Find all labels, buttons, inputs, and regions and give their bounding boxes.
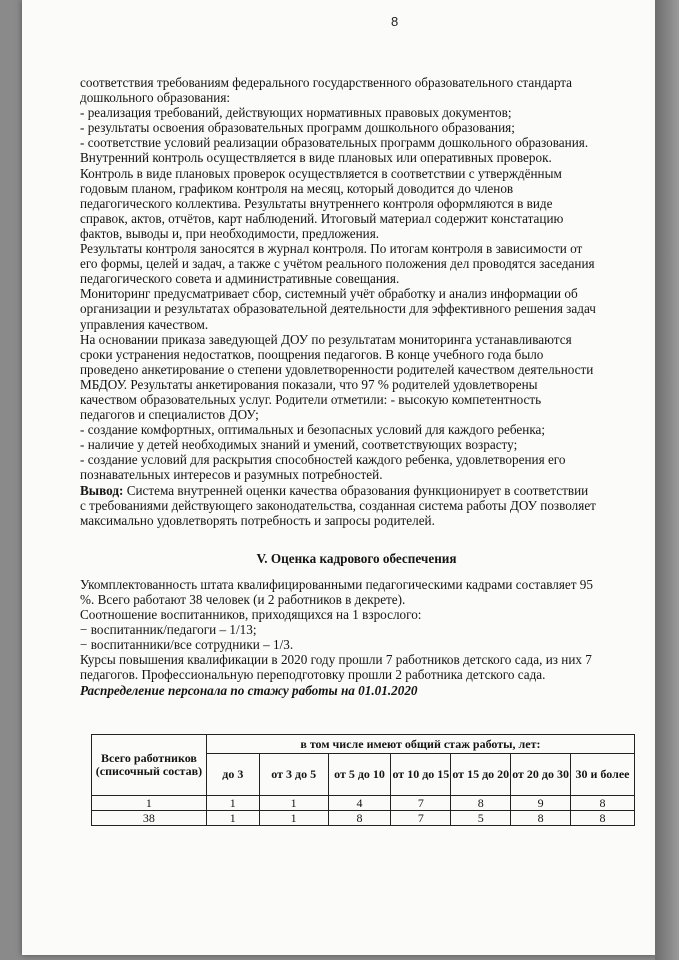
text-line: качеством образовательных услуг. Родители отметили: - высокую компетентность [80,391,542,407]
staff-line: Курсы повышения квалификации в 2020 году прошли 7 работников детского сада, из них 7 [80,652,592,668]
text-line: справок, актов, отчётов, карт наблюдений. Итоговый материал содержит констатацию [80,210,564,226]
text-line: - создание комфортных, оптимальных и безопасных условий для каждого ребенка; [80,422,546,438]
table-cell: 1 [206,796,259,811]
text-line: педагогов и специалистов ДОУ; [80,407,259,423]
scan-edge [655,0,679,960]
conclusion-label: Вывод: [80,482,124,498]
text-line: Контроль в виде плановых проверок осуществляется в соответствии с утверждённым [80,165,562,181]
text-line: Внутренний контроль осуществляется в виде плановых или оперативных проверок. [80,150,552,166]
staff-line: − воспитанники/все сотрудники – 1/3. [80,637,294,653]
text-line: соответствия требованиям федерального государственного образовательного стандарта [80,75,573,90]
body-text [80,75,633,698]
conclusion-line: с требованиями действующего законодательства, созданная система работы ДОУ позволяет [80,497,596,513]
table-cell: 8 [511,811,571,826]
table-cell: 4 [328,796,391,811]
conclusion-line [80,483,633,498]
table-cell: 9 [511,796,571,811]
table-cell: 8 [328,811,391,826]
text-line: годовым планом, графиком контроля на месяц, который доводится до членов [80,180,514,196]
table-cell: 8 [451,796,511,811]
header-column: до 3 [206,754,259,796]
section-title: V. Оценка кадрового обеспечения [256,550,457,566]
header-column: 30 и более [571,754,635,796]
table-cell: 1 [259,796,328,811]
header-column: от 15 до 20 [451,754,511,796]
table-title: Распределение персонала по стажу работы на 01.01.2020 [80,682,418,698]
page-number: 8 [391,14,399,29]
staff-line: педагогов. Профессиональную переподготовку прошли 2 работника детского сада. [80,667,546,683]
text-line: - наличие у детей необходимых знаний и умений, соответствующих возрасту; [80,437,518,453]
table-cell: 1 [259,811,328,826]
table-cell: 8 [571,811,635,826]
text-line: проведено анкетирование о степени удовлетворенности родителей качеством деятельности [80,361,594,377]
text-line: - реализация требований, действующих нормативных правовых документов; [80,105,512,121]
table-cell: 7 [391,796,451,811]
table-header-row [92,735,635,754]
table-cell: 38 [92,811,207,826]
header-column: от 10 до 15 [391,754,451,796]
staff-line: − воспитанник/педагоги – 1/13; [80,622,257,638]
text-line: Результаты контроля заносятся в журнал контроля. По итогам контроля в зависимости от [80,241,583,257]
header-column: от 5 до 10 [328,754,391,796]
text-line: педагогического совета и административные совещания. [80,271,400,287]
text-line: Мониторинг предусматривает сбор, системный учёт обработку и анализ информации об [80,286,578,302]
table-row [92,796,635,811]
text-line: - создание условий для раскрытия способностей каждого ребенка, удовлетворения его [80,452,566,468]
table-cell: 1 [206,811,259,826]
text-line: МБДОУ. Результаты анкетирования показали, что 97 % родителей удовлетворены [80,376,538,392]
text-line: его формы, целей и задач, а также с учётом реального положения дел проводятся заседания [80,256,595,272]
text-line: управления качеством. [80,316,209,332]
table-cell: 7 [391,811,451,826]
text-line: - результаты освоения образовательных программ дошкольного образования; [80,120,515,136]
conclusion-line: максимально удовлетворять потребность и запросы родителей. [80,512,435,528]
table-cell: 1 [92,796,207,811]
text-line: сроки устранения недостатков, поощрения педагогов. В конце учебного года было [80,346,544,362]
header-total: Всего работников (списочный состав) [92,735,207,796]
text-line: дошкольного образования: [80,90,231,106]
header-column: от 20 до 30 [511,754,571,796]
staff-experience-table [91,734,635,826]
header-column: от 3 до 5 [259,754,328,796]
header-group: в том числе имеют общий стаж работы, лет: [206,735,634,754]
text-line: фактов, выводы и, при необходимости, предложения. [80,225,380,241]
table-row [92,811,635,826]
staff-line: %. Всего работают 38 человек (и 2 работников в декрете). [80,592,406,607]
conclusion-text: Система внутренней оценки качества образования функционирует в соответствии [123,482,589,498]
text-line: познавательных интересов и разумных потребностей. [80,467,383,483]
staff-line: Укомплектованность штата квалифицированными педагогическими кадрами составляет 95 [80,576,593,592]
table-cell: 5 [451,811,511,826]
text-line: педагогического коллектива. Результаты внутреннего контроля оформляются в виде [80,195,553,211]
text-line: На основании приказа заведующей ДОУ по результатам мониторинга устанавливаются [80,331,572,347]
text-line: - соответствие условий реализации образовательных программ дошкольного образования. [80,135,589,151]
staff-line: Соотношение воспитанников, приходящихся на 1 взрослого: [80,607,422,623]
table-cell: 8 [571,796,635,811]
text-line: организации и результатах образовательной деятельности для эффективного решения задач [80,301,596,317]
